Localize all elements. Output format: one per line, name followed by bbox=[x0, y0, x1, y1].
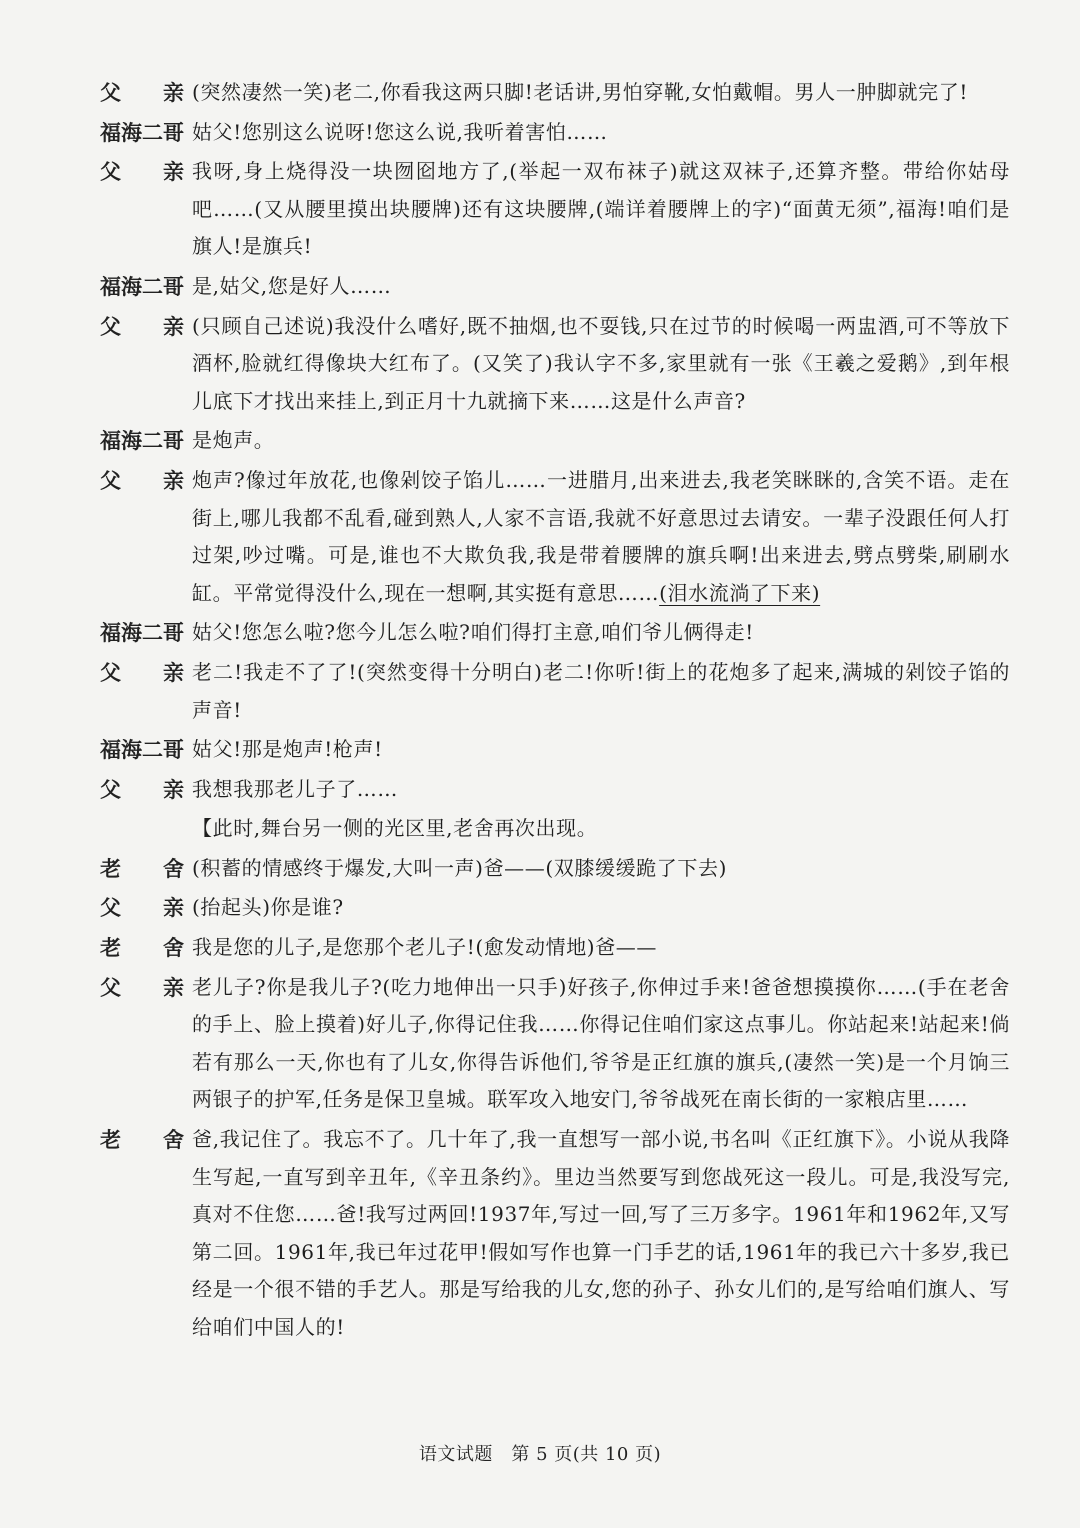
speaker-name: 老 舍 bbox=[100, 855, 184, 881]
speaker-name: 福海二哥 bbox=[100, 428, 184, 454]
speech-text bbox=[192, 308, 1010, 421]
speaker-name: 父 亲 bbox=[100, 159, 184, 185]
speech-segment: 是炮声。 bbox=[192, 428, 275, 453]
speech-text bbox=[192, 74, 1010, 112]
script-dialogue bbox=[100, 74, 1010, 1347]
dialogue-line bbox=[100, 889, 1010, 927]
speech-segment: (只顾自己述说)我没什么嗜好,既不抽烟,也不耍钱,只在过节的时候喝一两盅酒,可不等放下酒杯,脸就红得像块大红布了。(又笑了)我认字不多,家里就有一张《王羲之爱鹅》,到年根儿底下才找出来挂上,到正月十九就摘下来……这是什么声音? bbox=[192, 313, 1010, 413]
speech-text bbox=[192, 114, 1010, 152]
speech-segment: 我想我那老儿子了…… bbox=[192, 776, 398, 801]
dialogue-line bbox=[100, 422, 1010, 460]
stage-direction-underlined: (泪水流淌了下来) bbox=[659, 580, 821, 605]
speech-text bbox=[192, 771, 1010, 809]
speech-segment: 【此时,舞台另一侧的光区里,老舍再次出现。 bbox=[192, 816, 598, 841]
speech-segment: 我是您的儿子,是您那个老儿子!(愈发动情地)爸—— bbox=[192, 935, 657, 960]
speech-text bbox=[192, 850, 1010, 888]
speech-text bbox=[192, 153, 1010, 266]
dialogue-line bbox=[100, 114, 1010, 152]
speech-segment: 姑父!那是炮声!枪声! bbox=[192, 737, 383, 762]
speech-text bbox=[192, 889, 1010, 927]
speech-segment: 是,姑父,您是好人…… bbox=[192, 273, 392, 298]
speech-segment: 炮声?像过年放花,也像剁饺子馅儿……一进腊月,出来进去,我老笑眯眯的,含笑不语。走在街上,哪儿我都不乱看,碰到熟人,人家不言语,我就不好意思过去请安。一辈子没跟任何人打过架,吵过嘴。可是,谁也不大欺负我,我是带着腰牌的旗兵啊!出来进去,劈点劈柴,刷刷水缸。平常觉得没什么,现在一想啊,其实挺有意思…… bbox=[192, 467, 1010, 605]
dialogue-line bbox=[100, 614, 1010, 652]
dialogue-line bbox=[100, 462, 1010, 612]
speaker-name: 父 亲 bbox=[100, 80, 184, 105]
speaker-name: 福海二哥 bbox=[100, 273, 184, 299]
dialogue-line bbox=[100, 654, 1010, 729]
speaker-name: 父 亲 bbox=[100, 895, 184, 921]
speech-text bbox=[192, 731, 1010, 769]
speaker-name: 父 亲 bbox=[100, 313, 184, 339]
page-footer: 语文试题 第 5 页(共 10 页) bbox=[418, 1444, 662, 1465]
speech-text bbox=[192, 1121, 1010, 1347]
speech-text bbox=[192, 422, 1010, 460]
dialogue-line bbox=[100, 929, 1010, 967]
speaker-name: 福海二哥 bbox=[100, 737, 184, 763]
speech-text bbox=[192, 654, 1010, 729]
dialogue-line bbox=[100, 1121, 1010, 1347]
speech-segment: (抬起头)你是谁? bbox=[192, 895, 344, 920]
speech-text bbox=[192, 810, 1010, 848]
speech-segment: 姑父!您怎么啦?您今儿怎么啦?咱们得打主意,咱们爷儿俩得走! bbox=[192, 620, 754, 645]
dialogue-line bbox=[100, 74, 1010, 112]
dialogue-line bbox=[100, 731, 1010, 769]
speaker-name: 父 亲 bbox=[100, 974, 184, 1000]
speech-text bbox=[192, 268, 1010, 306]
speech-segment: (积蓄的情感终于爆发,大叫一声)爸——(双膝缓缓跪了下去) bbox=[192, 855, 727, 880]
dialogue-line bbox=[100, 308, 1010, 421]
speaker-name: 老 舍 bbox=[100, 935, 184, 961]
speech-text bbox=[192, 614, 1010, 652]
dialogue-line bbox=[100, 850, 1010, 888]
speech-text bbox=[192, 969, 1010, 1119]
dialogue-line bbox=[100, 153, 1010, 266]
speaker-name: 老 舍 bbox=[100, 1127, 184, 1153]
speaker-name: 父 亲 bbox=[100, 776, 184, 802]
speech-segment: 爸,我记住了。我忘不了。几十年了,我一直想写一部小说,书名叫《正红旗下》。小说从我降生写起,一直写到辛丑年,《辛丑条约》。里边当然要写到您战死这一段儿。可是,我没写完,真对不住您……爸!我写过两回!1937年,写过一回,写了三万多字。1961年和1962年,又写第二回。1961年,我已年过花甲!假如写作也算一门手艺的话,1961年的我已六十多岁,我已经是一个很不错的手艺人。那是写给我的儿女,您的孙子、孙女儿们的,是写给咱们旗人、写给咱们中国人的! bbox=[192, 1127, 1010, 1339]
speaker-name: 福海二哥 bbox=[100, 119, 184, 145]
speech-segment: 老儿子?你是我儿子?(吃力地伸出一只手)好孩子,你伸过手来!爸爸想摸摸你……(手在老舍的手上、脸上摸着)好儿子,你得记住我……你得记住咱们家这点事儿。你站起来!站起来!倘若有那么一天,你也有了儿女,你得告诉他们,爷爷是正红旗的旗兵,(凄然一笑)是一个月饷三两银子的护军,任务是保卫皇城。联军攻入地安门,爷爷战死在南长街的一家粮店里…… bbox=[192, 974, 1010, 1112]
speech-text bbox=[192, 929, 1010, 967]
speech-segment: 老二!我走不了了!(突然变得十分明白)老二!你听!街上的花炮多了起来,满城的剁饺子馅的声音! bbox=[192, 659, 1010, 722]
dialogue-line bbox=[100, 969, 1010, 1119]
speech-segment: 姑父!您别这么说呀!您这么说,我听着害怕…… bbox=[192, 119, 608, 144]
dialogue-line bbox=[100, 771, 1010, 809]
speech-text bbox=[192, 462, 1010, 612]
dialogue-line bbox=[100, 810, 1010, 848]
speech-segment: (突然凄然一笑)老二,你看我这两只脚!老话讲,男怕穿靴,女怕戴帽。男人一肿脚就完了! bbox=[192, 80, 968, 104]
speaker-name: 福海二哥 bbox=[100, 620, 184, 646]
speaker-name: 父 亲 bbox=[100, 659, 184, 685]
dialogue-line bbox=[100, 268, 1010, 306]
speaker-name: 父 亲 bbox=[100, 467, 184, 493]
speech-segment: 我呀,身上烧得没一块囫囵地方了,(举起一双布袜子)就这双袜子,还算齐整。带给你姑母吧……(又从腰里摸出块腰牌)还有这块腰牌,(端详着腰牌上的字)“面黄无须”,福海!咱们是旗人!是旗兵! bbox=[192, 159, 1010, 259]
